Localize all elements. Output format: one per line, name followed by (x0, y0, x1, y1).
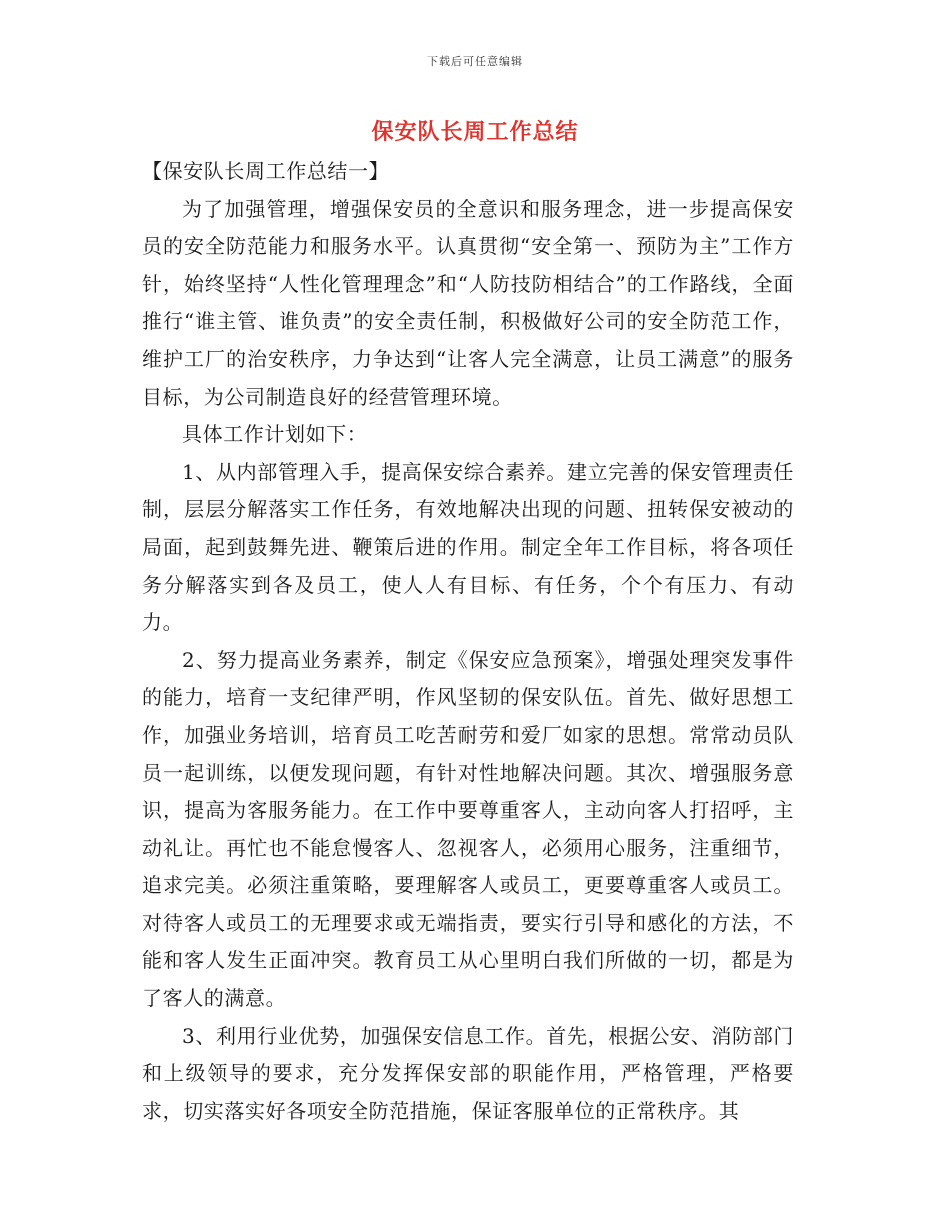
section-heading: 【保安队长周工作总结一】 (142, 159, 390, 183)
paragraph-intro: 为了加强管理，增强保安员的全意识和服务理念，进一步提高保安员的安全防范能力和服务水平。认真贯彻“安全第一、预防为主”工作方针，始终坚持“人性化管理理念”和“人防技防相结合”的工作路线，全面推行“谁主管、谁负责”的安全责任制，积极做好公司的安全防范工作，维护工厂的治安秩序，力争达到“让客人完全满意，让员工满意”的服务目标，为公司制造良好的经营管理环境。 (142, 196, 794, 409)
paragraph-item-2: 2、努力提高业务素养，制定《保安应急预案》，增强处理突发事件的能力，培育一支纪律严明，作风坚韧的保安队伍。首先、做好思想工作，加强业务培训，培育员工吃苦耐劳和爱厂如家的思想。常常动员队员一起训练，以便发现问题，有针对性地解决问题。其次、增强服务意识，提高为客服务能力。在工作中要尊重客人，主动向客人打招呼，主动礼让。再忙也不能怠慢客人、忽视客人，必须用心服务，注重细节，追求完美。必须注重策略，要理解客人或员工，更要尊重客人或员工。对待客人或员工的无理要求或无端指责，要实行引导和感化的方法，不能和客人发生正面冲突。教育员工从心里明白我们所做的一切，都是为了客人的满意。 (142, 647, 794, 1011)
document-title: 保安队长周工作总结 (371, 119, 579, 145)
paragraph-item-3: 3、利用行业优势，加强保安信息工作。首先，根据公安、消防部门和上级领导的要求，充分发挥保安部的职能作用，严格管理，严格要求，切实落实好各项安全防范措施，保证客服单位的正常秩序。其 (142, 1023, 794, 1123)
page-header-note: 下载后可任意编辑 (427, 55, 523, 68)
paragraph-plan-heading: 具体工作计划如下： (182, 422, 368, 447)
paragraph-item-1: 1、从内部管理入手，提高保安综合素养。建立完善的保安管理责任制，层层分解落实工作任务，有效地解决出现的问题、扭转保安被动的局面，起到鼓舞先进、鞭策后进的作用。制定全年工作目标，将各项任务分解落实到各及员工，使人人有目标、有任务，个个有压力、有动力。 (142, 459, 794, 635)
document-body (142, 153, 794, 1130)
